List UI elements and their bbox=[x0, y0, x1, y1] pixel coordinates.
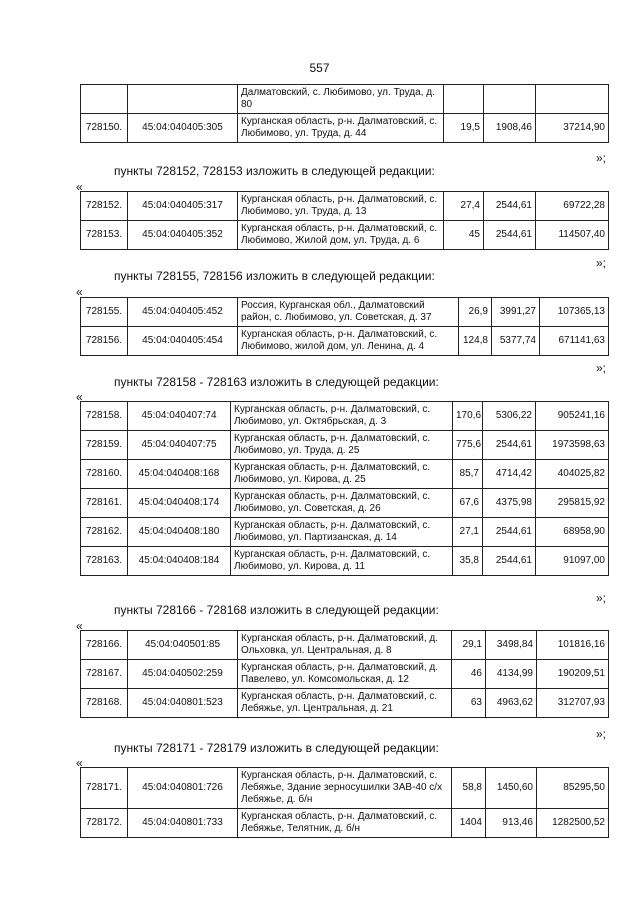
area-cell bbox=[444, 85, 484, 114]
table-row bbox=[81, 114, 609, 143]
unit-value-cell: 5377,74 bbox=[492, 327, 540, 356]
unit-value-cell: 3991,27 bbox=[492, 298, 540, 327]
amendment-table bbox=[80, 767, 609, 838]
area-cell: 19,5 bbox=[444, 114, 484, 143]
address-cell: Курганская область, р-н. Далматовский, с. Лебяжье, Телятник, д. б/н bbox=[238, 809, 452, 838]
cadastral-value-cell: 404025,82 bbox=[536, 460, 609, 489]
cadastral-number-cell: 45:04:040408:168 bbox=[128, 460, 231, 489]
row-number-cell: 728155. bbox=[81, 298, 128, 327]
cadastral-value-cell: 69722,28 bbox=[536, 192, 609, 221]
area-cell: 67,6 bbox=[453, 489, 483, 518]
row-number-cell: 728158. bbox=[81, 402, 128, 431]
amendment-instruction: пункты 728166 - 728168 изложить в следующей редакции: bbox=[114, 603, 439, 617]
amendment-table bbox=[80, 630, 609, 718]
opening-quote: « bbox=[76, 285, 83, 299]
unit-value-cell: 2544,61 bbox=[483, 547, 536, 576]
cadastral-value-cell: 85295,50 bbox=[537, 768, 609, 809]
unit-value-cell: 4963,62 bbox=[486, 689, 537, 718]
table-row bbox=[81, 489, 609, 518]
cadastral-number-cell: 45:04:040405:352 bbox=[128, 221, 238, 250]
amendment-instruction: пункты 728155, 728156 изложить в следующей редакции: bbox=[114, 269, 435, 283]
cadastral-value-cell: 312707,93 bbox=[537, 689, 609, 718]
cadastral-value-cell: 107365,13 bbox=[540, 298, 609, 327]
opening-quote: « bbox=[76, 180, 83, 194]
address-cell: Курганская область, р-н. Далматовский, с. Любимово, ул. Труда, д. 44 bbox=[238, 114, 444, 143]
address-cell: Курганская область, р-н. Далматовский, с. Любимово, Жилой дом, ул. Труда, д. 6 bbox=[238, 221, 444, 250]
area-cell: 775,6 bbox=[453, 431, 483, 460]
address-cell: Курганская область, р-н. Далматовский, с. Любимово, ул. Советская, д. 26 bbox=[231, 489, 453, 518]
table-row bbox=[81, 327, 609, 356]
area-cell: 45 bbox=[444, 221, 484, 250]
cadastral-value-cell: 114507,40 bbox=[536, 221, 609, 250]
address-cell: Курганская область, р-н. Далматовский, с. Любимово, жилой дом, ул. Ленина, д. 4 bbox=[238, 327, 459, 356]
table-row bbox=[81, 221, 609, 250]
table-row bbox=[81, 460, 609, 489]
amendment-table bbox=[80, 84, 609, 143]
cadastral-number-cell: 45:04:040408:184 bbox=[128, 547, 231, 576]
unit-value-cell: 2544,61 bbox=[484, 221, 536, 250]
unit-value-cell bbox=[484, 85, 536, 114]
address-cell: Курганская область, р-н. Далматовский, с. Любимово, ул. Партизанская, д. 14 bbox=[231, 518, 453, 547]
row-number-cell: 728163. bbox=[81, 547, 128, 576]
area-cell: 85,7 bbox=[453, 460, 483, 489]
table-row bbox=[81, 298, 609, 327]
area-cell: 1404 bbox=[452, 809, 486, 838]
row-number-cell: 728171. bbox=[81, 768, 128, 809]
amendment-instruction: пункты 728158 - 728163 изложить в следующей редакции: bbox=[114, 375, 439, 389]
cadastral-number-cell: 45:04:040407:74 bbox=[128, 402, 231, 431]
cadastral-value-cell: 1973598,63 bbox=[536, 431, 609, 460]
unit-value-cell: 1908,46 bbox=[484, 114, 536, 143]
cadastral-number-cell: 45:04:040405:305 bbox=[128, 114, 238, 143]
table-row bbox=[81, 660, 609, 689]
area-cell: 63 bbox=[452, 689, 486, 718]
amendment-instruction: пункты 728152, 728153 изложить в следующей редакции: bbox=[114, 164, 435, 178]
unit-value-cell: 5306,22 bbox=[483, 402, 536, 431]
address-cell: Курганская область, р-н. Далматовский, д. Ольховка, ул. Центральная, д. 8 bbox=[238, 631, 452, 660]
address-cell: Курганская область, р-н. Далматовский, с. Любимово, ул. Труда, д. 13 bbox=[238, 192, 444, 221]
row-number-cell: 728156. bbox=[81, 327, 128, 356]
area-cell: 27,1 bbox=[453, 518, 483, 547]
cadastral-number-cell: 45:04:040801:726 bbox=[128, 768, 238, 809]
address-cell: Курганская область, р-н. Далматовский, с. Любимово, ул. Труда, д. 25 bbox=[231, 431, 453, 460]
cadastral-value-cell: 68958,90 bbox=[536, 518, 609, 547]
cadastral-number-cell: 45:04:040408:180 bbox=[128, 518, 231, 547]
area-cell: 58,8 bbox=[452, 768, 486, 809]
address-cell: Россия, Курганская обл., Далматовский район, с. Любимово, ул. Советская, д. 37 bbox=[238, 298, 459, 327]
opening-quote: « bbox=[76, 390, 83, 404]
unit-value-cell: 2544,61 bbox=[483, 431, 536, 460]
amendment-table bbox=[80, 191, 609, 250]
address-cell: Курганская область, р-н. Далматовский, д. Павелево, ул. Комсомольская, д. 12 bbox=[238, 660, 452, 689]
cadastral-value-cell: 295815,92 bbox=[536, 489, 609, 518]
area-cell: 170,6 bbox=[453, 402, 483, 431]
closing-quote: »; bbox=[596, 151, 607, 165]
row-number-cell bbox=[81, 85, 128, 114]
row-number-cell: 728160. bbox=[81, 460, 128, 489]
unit-value-cell: 4375,98 bbox=[483, 489, 536, 518]
unit-value-cell: 4134,99 bbox=[486, 660, 537, 689]
amendment-table bbox=[80, 401, 609, 576]
amendment-table bbox=[80, 297, 609, 356]
cadastral-number-cell: 45:04:040408:174 bbox=[128, 489, 231, 518]
row-number-cell: 728159. bbox=[81, 431, 128, 460]
table-row bbox=[81, 402, 609, 431]
table-row bbox=[81, 547, 609, 576]
cadastral-number-cell: 45:04:040405:317 bbox=[128, 192, 238, 221]
closing-quote: »; bbox=[596, 727, 607, 741]
table-row bbox=[81, 192, 609, 221]
area-cell: 26,9 bbox=[459, 298, 492, 327]
area-cell: 27,4 bbox=[444, 192, 484, 221]
area-cell: 29,1 bbox=[452, 631, 486, 660]
address-cell: Курганская область, р-н. Далматовский, с. Любимово, ул. Октябрьская, д. 3 bbox=[231, 402, 453, 431]
row-number-cell: 728162. bbox=[81, 518, 128, 547]
row-number-cell: 728172. bbox=[81, 809, 128, 838]
area-cell: 46 bbox=[452, 660, 486, 689]
cadastral-value-cell: 91097,00 bbox=[536, 547, 609, 576]
area-cell: 35,8 bbox=[453, 547, 483, 576]
unit-value-cell: 913,46 bbox=[486, 809, 537, 838]
row-number-cell: 728153. bbox=[81, 221, 128, 250]
cadastral-value-cell: 37214,90 bbox=[536, 114, 609, 143]
opening-quote: « bbox=[76, 756, 83, 770]
closing-quote: »; bbox=[596, 256, 607, 270]
table-row bbox=[81, 689, 609, 718]
row-number-cell: 728161. bbox=[81, 489, 128, 518]
address-cell: Курганская область, р-н. Далматовский, с. Любимово, ул. Кирова, д. 25 bbox=[231, 460, 453, 489]
cadastral-value-cell: 101816,16 bbox=[537, 631, 609, 660]
cadastral-value-cell: 671141,63 bbox=[540, 327, 609, 356]
opening-quote: « bbox=[76, 619, 83, 633]
table-row bbox=[81, 85, 609, 114]
area-cell: 124,8 bbox=[459, 327, 492, 356]
cadastral-number-cell: 45:04:040801:733 bbox=[128, 809, 238, 838]
row-number-cell: 728168. bbox=[81, 689, 128, 718]
cadastral-number-cell: 45:04:040405:452 bbox=[128, 298, 238, 327]
table-row bbox=[81, 768, 609, 809]
cadastral-number-cell: 45:04:040801:523 bbox=[128, 689, 238, 718]
cadastral-value-cell: 905241,16 bbox=[536, 402, 609, 431]
closing-quote: »; bbox=[596, 361, 607, 375]
address-cell: Курганская область, р-н. Далматовский, с. Лебяжье, Здание зерносушилки ЗАВ-40 с/х Лебяжье, д. б/н bbox=[238, 768, 452, 809]
address-cell: Далматовский, с. Любимово, ул. Труда, д. 80 bbox=[238, 85, 444, 114]
cadastral-number-cell: 45:04:040502:259 bbox=[128, 660, 238, 689]
table-row bbox=[81, 809, 609, 838]
cadastral-value-cell: 1282500,52 bbox=[537, 809, 609, 838]
table-row bbox=[81, 431, 609, 460]
unit-value-cell: 4714,42 bbox=[483, 460, 536, 489]
row-number-cell: 728150. bbox=[81, 114, 128, 143]
page-number: 557 bbox=[309, 61, 330, 75]
address-cell: Курганская область, р-н. Далматовский, с. Лебяжье, ул. Центральная, д. 21 bbox=[238, 689, 452, 718]
unit-value-cell: 1450,60 bbox=[486, 768, 537, 809]
table-row bbox=[81, 631, 609, 660]
cadastral-value-cell bbox=[536, 85, 609, 114]
amendment-instruction: пункты 728171 - 728179 изложить в следующей редакции: bbox=[114, 741, 439, 755]
row-number-cell: 728166. bbox=[81, 631, 128, 660]
cadastral-value-cell: 190209,51 bbox=[537, 660, 609, 689]
unit-value-cell: 2544,61 bbox=[484, 192, 536, 221]
cadastral-number-cell: 45:04:040407:75 bbox=[128, 431, 231, 460]
unit-value-cell: 2544,61 bbox=[483, 518, 536, 547]
closing-quote: »; bbox=[596, 591, 607, 605]
row-number-cell: 728152. bbox=[81, 192, 128, 221]
cadastral-number-cell: 45:04:040405:454 bbox=[128, 327, 238, 356]
unit-value-cell: 3498,84 bbox=[486, 631, 537, 660]
row-number-cell: 728167. bbox=[81, 660, 128, 689]
address-cell: Курганская область, р-н. Далматовский, с. Любимово, ул. Кирова, д. 11 bbox=[231, 547, 453, 576]
table-row bbox=[81, 518, 609, 547]
cadastral-number-cell bbox=[128, 85, 238, 114]
cadastral-number-cell: 45:04:040501:85 bbox=[128, 631, 238, 660]
